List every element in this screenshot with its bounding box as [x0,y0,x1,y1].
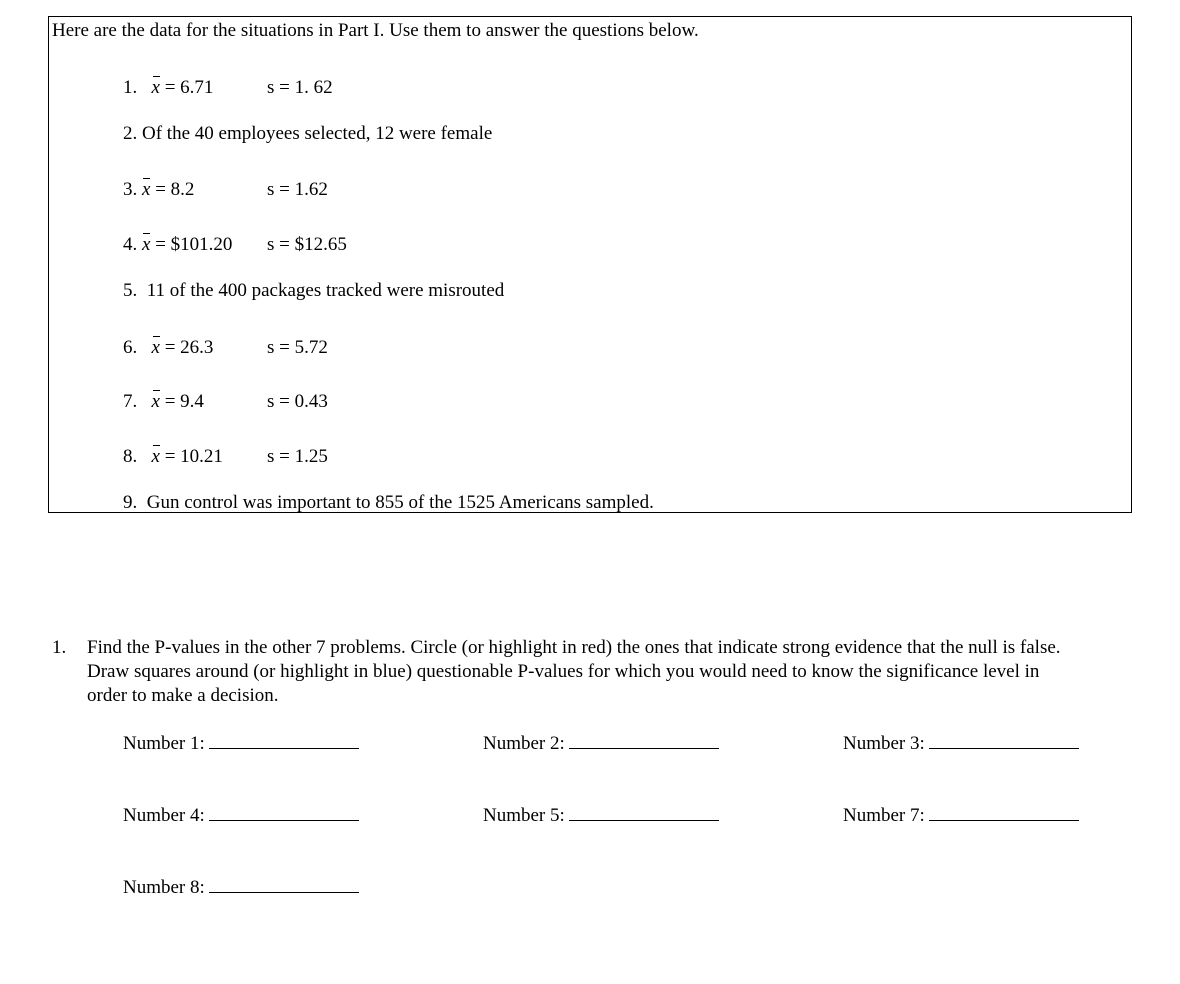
item-mean: = 26.3 [164,337,214,358]
answer-blank[interactable] [929,806,1079,821]
item-number: 7. [123,391,138,412]
answer-blank[interactable] [209,878,359,893]
data-item-7 [123,392,204,411]
question-line-1: Find the P-values in the other 7 problems. Circle (or highlight in red) the ones that indicate strong evidence that the null is false. [87,637,1061,658]
answer-label: Number 2: [483,733,565,754]
answer-label: Number 1: [123,733,205,754]
xbar-symbol: x [151,337,160,358]
item-8-sd: s = 1.25 [267,446,328,467]
item-number: 3. [123,179,138,200]
item-7-sd: s = 0.43 [267,391,328,412]
item-number: 5. [123,280,138,301]
item-4-sd: s = $12.65 [267,234,347,255]
question-line-3: order to make a decision. [87,685,279,706]
xbar-symbol: x [142,234,151,255]
answer-blank[interactable] [569,734,719,749]
item-mean: = 9.4 [164,391,204,412]
item-number: 2. [123,123,138,144]
data-item-3 [123,180,194,199]
item-mean: = $101.20 [155,234,233,255]
answer-blank[interactable] [209,734,359,749]
item-text: Of the 40 employees selected, 12 were female [142,123,493,144]
answer-label: Number 3: [843,733,925,754]
answer-blank[interactable] [209,806,359,821]
xbar-symbol: x [142,179,151,200]
answer-label: Number 4: [123,805,205,826]
item-mean: = 6.71 [164,77,214,98]
xbar-symbol: x [151,391,160,412]
item-text: 11 of the 400 packages tracked were misrouted [146,280,505,301]
data-item-8 [123,447,223,466]
answer-blank[interactable] [929,734,1079,749]
item-6-sd: s = 5.72 [267,337,328,358]
item-1-sd: s = 1. 62 [267,77,333,98]
answer-number-1 [123,734,359,753]
data-item-4 [123,235,232,254]
answer-number-4 [123,806,359,825]
data-item-5 [123,281,504,300]
data-item-6 [123,338,213,357]
answer-number-8 [123,878,359,897]
item-number: 6. [123,337,138,358]
data-item-9 [123,493,654,512]
data-item-2 [123,124,492,143]
answer-label: Number 5: [483,805,565,826]
item-text: Gun control was important to 855 of the 1525 Americans sampled. [146,492,654,513]
item-3-sd: s = 1.62 [267,179,328,200]
data-intro: Here are the data for the situations in Part I. Use them to answer the questions below. [52,20,699,41]
item-mean: = 10.21 [164,446,223,467]
answer-number-3 [843,734,1079,753]
answer-blank[interactable] [569,806,719,821]
answer-number-7 [843,806,1079,825]
data-item-1 [123,78,213,97]
answer-number-2 [483,734,719,753]
item-number: 4. [123,234,138,255]
answer-number-5 [483,806,719,825]
item-mean: = 8.2 [155,179,195,200]
question-line-2: Draw squares around (or highlight in blue) questionable P-values for which you would need to know the significance level in [87,661,1040,682]
answer-label: Number 8: [123,877,205,898]
xbar-symbol: x [151,77,160,98]
item-number: 1. [123,77,138,98]
answer-label: Number 7: [843,805,925,826]
item-number: 9. [123,492,138,513]
item-number: 8. [123,446,138,467]
xbar-symbol: x [151,446,160,467]
question-number: 1. [52,637,67,658]
